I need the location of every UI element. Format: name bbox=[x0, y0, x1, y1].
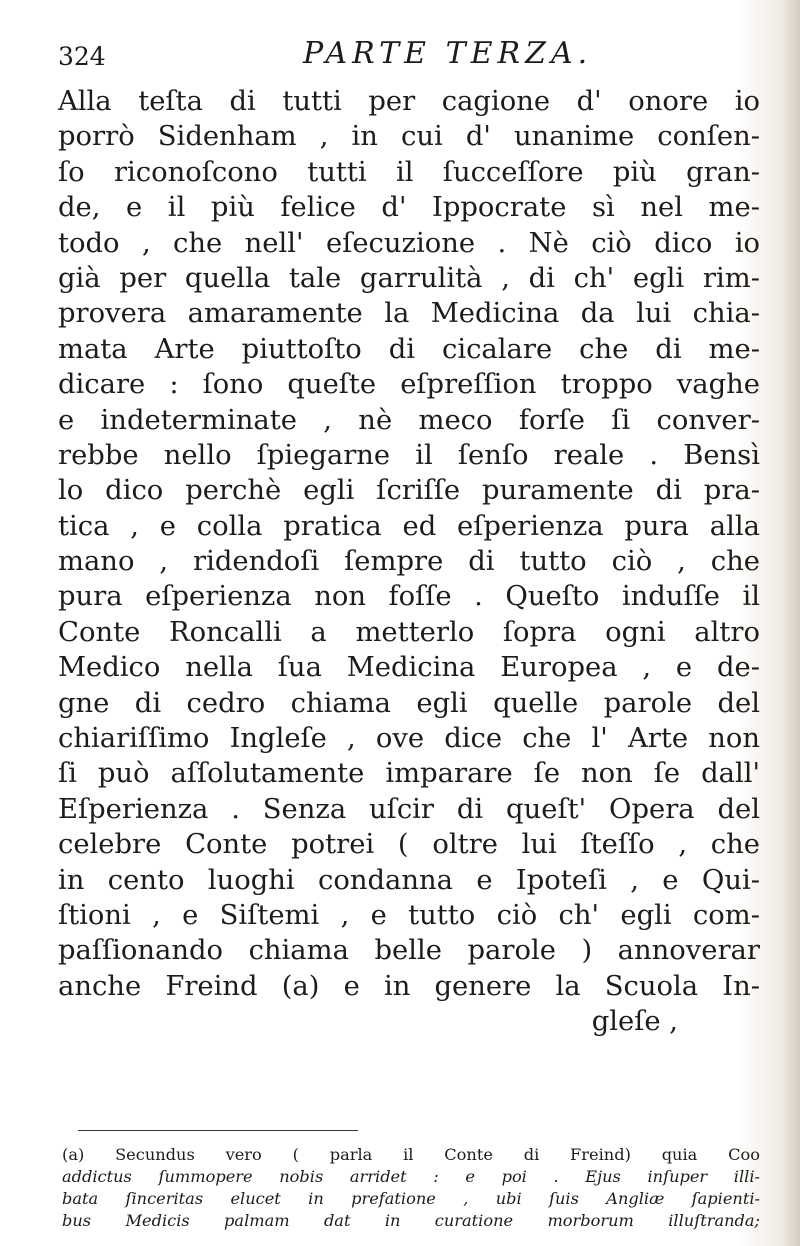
text-line: già per quella tale garrulità , di ch' egli rim- bbox=[58, 262, 760, 294]
text-line: gne di cedro chiama egli quelle parole del bbox=[58, 687, 760, 719]
text-line: anche Freind (a) e in genere la Scuola In- bbox=[58, 970, 760, 1002]
footnote-line: (a) Secundus vero ( parla il Conte di Freind) quia Coo bbox=[62, 1145, 760, 1164]
text-line: lo dico perchè egli ſcriſſe puramente di pra- bbox=[58, 475, 760, 507]
text-line: ſo riconoſcono tutti il ſucceſſore più gran- bbox=[58, 156, 760, 188]
text-line: celebre Conte potrei ( oltre lui ſteſſo , che bbox=[58, 829, 760, 861]
footnote bbox=[62, 1144, 760, 1232]
text-line: rebbe nello ſpiegarne il ſenſo reale . Bensì bbox=[58, 439, 760, 471]
body-text bbox=[58, 84, 760, 1039]
text-line: Alla teſta di tutti per cagione d' onore io bbox=[58, 86, 760, 117]
running-head: PARTE TERZA. bbox=[303, 36, 593, 71]
text-line: Conte Roncalli a metterlo ſopra ogni altro bbox=[58, 616, 760, 648]
text-line: Medico nella ſua Medicina Europea , e de- bbox=[58, 652, 760, 684]
text-line: mano , ridendoſi ſempre di tutto ciò , che bbox=[58, 546, 760, 578]
text-line: provera amaramente la Medicina da lui chia- bbox=[58, 298, 760, 330]
catchword: gleſe , bbox=[591, 1006, 678, 1038]
page-edge-shadow bbox=[782, 0, 800, 1246]
page-number: 324 bbox=[58, 42, 106, 71]
text-line: paſſionando chiama belle parole ) annoverar bbox=[58, 935, 760, 967]
text-line: tica , e colla pratica ed eſperienza pura alla bbox=[58, 510, 760, 542]
text-line: todo , che nell' eſecuzione . Nè ciò dico io bbox=[58, 227, 760, 259]
text-line: chiariſſimo Ingleſe , ove dice che l' Arte non bbox=[58, 723, 760, 755]
footnote-line: addictus ſummopere nobis arridet : e poi . Ejus inſuper illi- bbox=[62, 1167, 760, 1186]
text-line: e indeterminate , nè meco forſe ſi conver- bbox=[58, 404, 760, 436]
footnote-rule bbox=[78, 1130, 358, 1131]
text-line: de, e il più felice d' Ippocrate sì nel me- bbox=[58, 192, 760, 224]
page-header bbox=[58, 36, 758, 76]
text-line: ſtioni , e Siſtemi , e tutto ciò ch' egli com- bbox=[58, 899, 760, 931]
text-line: Eſperienza . Senza uſcir di queſt' Opera del bbox=[58, 793, 760, 825]
text-line: ſi può aſſolutamente imparare ſe non ſe dall' bbox=[58, 758, 760, 790]
footnote-line: bata ſinceritas elucet in prefatione , ubi ſuis Angliæ ſapienti- bbox=[62, 1189, 760, 1208]
text-line: mata Arte piuttoſto di cicalare che di me- bbox=[58, 333, 760, 365]
text-line: dicare : ſono queſte eſpreſſion troppo vaghe bbox=[58, 369, 760, 401]
text-line: porrò Sidenham , in cui d' unanime conſen- bbox=[58, 121, 760, 153]
text-line: in cento luoghi condanna e Ipoteſi , e Qui- bbox=[58, 864, 760, 896]
text-line: pura eſperienza non foſſe . Queſto induſſe il bbox=[58, 581, 760, 613]
footnote-line: bus Medicis palmam dat in curatione morborum illuſtranda; bbox=[62, 1211, 760, 1230]
